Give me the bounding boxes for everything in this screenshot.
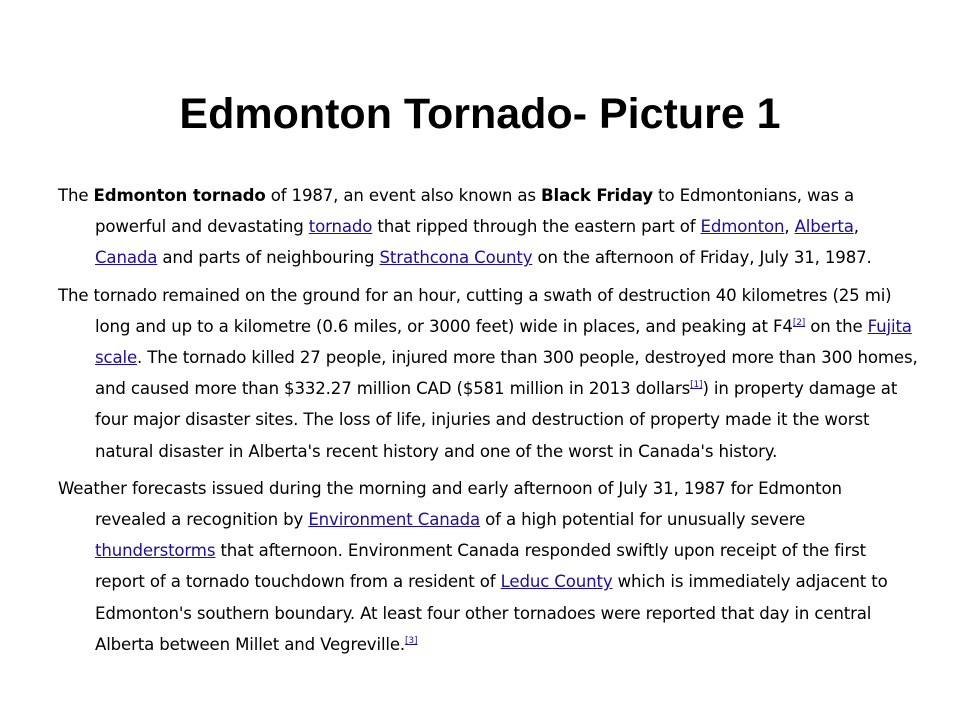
paragraph-text: ) in property damage at four major disaster sites. The loss of life, injuries and destruction of property made it the worst natural disaster in Alberta's recent history and one of the worst in Canada's history. — [95, 379, 898, 461]
link-tornado[interactable]: tornado — [308, 217, 373, 237]
paragraph-text: The tornado remained on the ground for an hour, cutting a swath of destruction 40 kilometres (25 mi) long and up to a kilometre (0.6 miles, or 3000 feet) wide in places, and peaking at F4 — [58, 285, 892, 336]
link-strathcona-county[interactable]: Strathcona County — [379, 248, 533, 268]
link-environment-canada[interactable]: Environment Canada — [308, 510, 481, 530]
bold-term: Edmonton tornado — [93, 186, 266, 205]
paragraph-text: that afternoon. Environment Canada responded swiftly upon receipt of the first report of a tornado touchdown from a resident of — [95, 541, 866, 592]
paragraph-text: and parts of neighbouring — [157, 248, 380, 268]
paragraph-text: , — [784, 217, 795, 237]
bold-term: Black Friday — [541, 186, 653, 205]
link-alberta[interactable]: Alberta — [794, 217, 854, 237]
paragraph-text: on the afternoon of Friday, July 31, 1987. — [532, 248, 872, 268]
paragraph-text: of 1987, an event also known as — [265, 186, 542, 205]
paragraph-text: to Edmontonians, was a powerful and devastating — [95, 186, 855, 237]
link-canada[interactable]: Canada — [95, 248, 158, 268]
paragraph-text: The — [58, 186, 94, 205]
link-fujita-scale[interactable]: Fujita scale — [95, 316, 912, 368]
link-edmonton[interactable]: Edmonton — [700, 217, 785, 237]
paragraph-1 — [58, 180, 918, 274]
paragraph-text: . The tornado killed 27 people, injured more than 300 people, destroyed more than 300 homes, and caused more than $332.27 million CAD ($581 million in 2013 dollars — [95, 348, 918, 399]
link-leduc-county[interactable]: Leduc County — [500, 572, 613, 592]
paragraph-text: that ripped through the eastern part of — [372, 217, 701, 237]
slide-title: Edmonton Tornado- Picture 1 — [179, 90, 781, 138]
slide-body — [58, 180, 918, 666]
citation-ref-3[interactable]: [3] — [405, 635, 418, 646]
link-thunderstorms[interactable]: thunderstorms — [95, 541, 216, 561]
citation-ref-1[interactable]: [1] — [690, 380, 703, 391]
paragraph-text: on the — [805, 316, 868, 336]
paragraph-3 — [58, 473, 918, 660]
paragraph-text: Weather forecasts issued during the morning and early afternoon of July 31, 1987 for Edmonton revealed a recognition by — [58, 478, 842, 530]
paragraph-text: which is immediately adjacent to Edmonton's southern boundary. At least four other tornadoes were reported that day in central Alberta between Millet and Vegreville. — [95, 572, 888, 654]
paragraph-text: of a high potential for unusually severe — [480, 510, 806, 530]
paragraph-text: , — [853, 217, 859, 237]
citation-ref-2[interactable]: [2] — [792, 317, 806, 328]
paragraph-2 — [58, 280, 918, 467]
